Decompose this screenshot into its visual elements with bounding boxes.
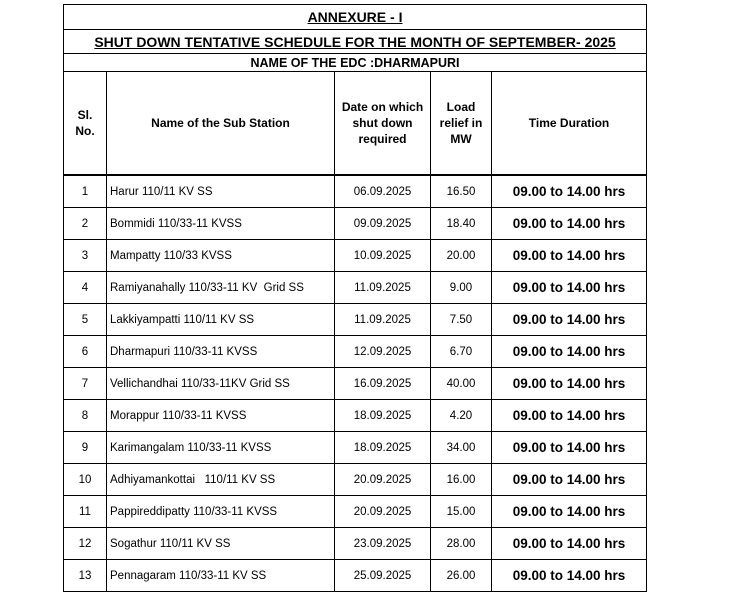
sl-no-cell: 1 (64, 175, 107, 208)
col-header-date: Date on which shut down required (335, 72, 431, 176)
time-duration-cell: 09.00 to 14.00 hrs (492, 496, 647, 528)
shutdown-date-cell: 11.09.2025 (335, 304, 431, 336)
time-duration-cell: 09.00 to 14.00 hrs (492, 464, 647, 496)
substation-name-cell: Lakkiyampatti 110/11 KV SS (107, 304, 335, 336)
time-duration-cell: 09.00 to 14.00 hrs (492, 208, 647, 240)
table-row (64, 464, 647, 496)
annexure-sheet (63, 4, 646, 592)
table-row (64, 496, 647, 528)
load-relief-cell: 16.00 (431, 464, 492, 496)
shutdown-date-cell: 18.09.2025 (335, 400, 431, 432)
table-row (64, 400, 647, 432)
load-relief-cell: 34.00 (431, 432, 492, 464)
col-header-load-relief: Load relief in MW (431, 72, 492, 176)
time-duration-cell: 09.00 to 14.00 hrs (492, 432, 647, 464)
sl-no-cell: 6 (64, 336, 107, 368)
table-row (64, 175, 647, 208)
time-duration-cell: 09.00 to 14.00 hrs (492, 336, 647, 368)
col-header-substation: Name of the Sub Station (107, 72, 335, 176)
sl-no-cell: 4 (64, 272, 107, 304)
sl-no-cell: 11 (64, 496, 107, 528)
load-relief-cell: 26.00 (431, 560, 492, 592)
schedule-table (63, 4, 647, 592)
shutdown-date-cell: 20.09.2025 (335, 464, 431, 496)
sl-no-cell: 3 (64, 240, 107, 272)
load-relief-cell: 28.00 (431, 528, 492, 560)
sl-no-cell: 10 (64, 464, 107, 496)
col-header-time-duration: Time Duration (492, 72, 647, 176)
col-header-sl-no: Sl. No. (64, 72, 107, 176)
substation-name-cell: Ramiyanahally 110/33-11 KV Grid SS (107, 272, 335, 304)
table-row (64, 560, 647, 592)
substation-name-cell: Harur 110/11 KV SS (107, 175, 335, 208)
load-relief-cell: 16.50 (431, 175, 492, 208)
shutdown-date-cell: 09.09.2025 (335, 208, 431, 240)
shutdown-date-cell: 12.09.2025 (335, 336, 431, 368)
table-row (64, 336, 647, 368)
shutdown-date-cell: 25.09.2025 (335, 560, 431, 592)
substation-name-cell: Mampatty 110/33 KVSS (107, 240, 335, 272)
table-row (64, 272, 647, 304)
load-relief-cell: 18.40 (431, 208, 492, 240)
table-row (64, 304, 647, 336)
substation-name-cell: Dharmapuri 110/33-11 KVSS (107, 336, 335, 368)
sl-no-cell: 12 (64, 528, 107, 560)
load-relief-cell: 20.00 (431, 240, 492, 272)
substation-name-cell: Adhiyamankottai 110/11 KV SS (107, 464, 335, 496)
table-row (64, 528, 647, 560)
sl-no-cell: 7 (64, 368, 107, 400)
load-relief-cell: 15.00 (431, 496, 492, 528)
time-duration-cell: 09.00 to 14.00 hrs (492, 240, 647, 272)
table-row (64, 208, 647, 240)
time-duration-cell: 09.00 to 14.00 hrs (492, 368, 647, 400)
substation-name-cell: Pennagaram 110/33-11 KV SS (107, 560, 335, 592)
shutdown-date-cell: 23.09.2025 (335, 528, 431, 560)
substation-name-cell: Pappireddipatty 110/33-11 KVSS (107, 496, 335, 528)
time-duration-cell: 09.00 to 14.00 hrs (492, 304, 647, 336)
time-duration-cell: 09.00 to 14.00 hrs (492, 528, 647, 560)
edc-name: NAME OF THE EDC :DHARMAPURI (64, 54, 647, 72)
shutdown-date-cell: 20.09.2025 (335, 496, 431, 528)
table-row (64, 240, 647, 272)
shutdown-date-cell: 18.09.2025 (335, 432, 431, 464)
sl-no-cell: 9 (64, 432, 107, 464)
sl-no-cell: 8 (64, 400, 107, 432)
sl-no-cell: 2 (64, 208, 107, 240)
substation-name-cell: Sogathur 110/11 KV SS (107, 528, 335, 560)
table-row (64, 368, 647, 400)
time-duration-cell: 09.00 to 14.00 hrs (492, 400, 647, 432)
load-relief-cell: 7.50 (431, 304, 492, 336)
load-relief-cell: 4.20 (431, 400, 492, 432)
load-relief-cell: 9.00 (431, 272, 492, 304)
time-duration-cell: 09.00 to 14.00 hrs (492, 560, 647, 592)
time-duration-cell: 09.00 to 14.00 hrs (492, 175, 647, 208)
load-relief-cell: 6.70 (431, 336, 492, 368)
sl-no-cell: 13 (64, 560, 107, 592)
sl-no-cell: 5 (64, 304, 107, 336)
annexure-title: ANNEXURE - I (64, 5, 647, 30)
time-duration-cell: 09.00 to 14.00 hrs (492, 272, 647, 304)
substation-name-cell: Vellichandhai 110/33-11KV Grid SS (107, 368, 335, 400)
schedule-title: SHUT DOWN TENTATIVE SCHEDULE FOR THE MONTH OF SEPTEMBER- 2025 (64, 30, 647, 54)
substation-name-cell: Morappur 110/33-11 KVSS (107, 400, 335, 432)
shutdown-date-cell: 10.09.2025 (335, 240, 431, 272)
shutdown-date-cell: 06.09.2025 (335, 175, 431, 208)
table-row (64, 432, 647, 464)
shutdown-date-cell: 16.09.2025 (335, 368, 431, 400)
shutdown-date-cell: 11.09.2025 (335, 272, 431, 304)
load-relief-cell: 40.00 (431, 368, 492, 400)
substation-name-cell: Karimangalam 110/33-11 KVSS (107, 432, 335, 464)
substation-name-cell: Bommidi 110/33-11 KVSS (107, 208, 335, 240)
